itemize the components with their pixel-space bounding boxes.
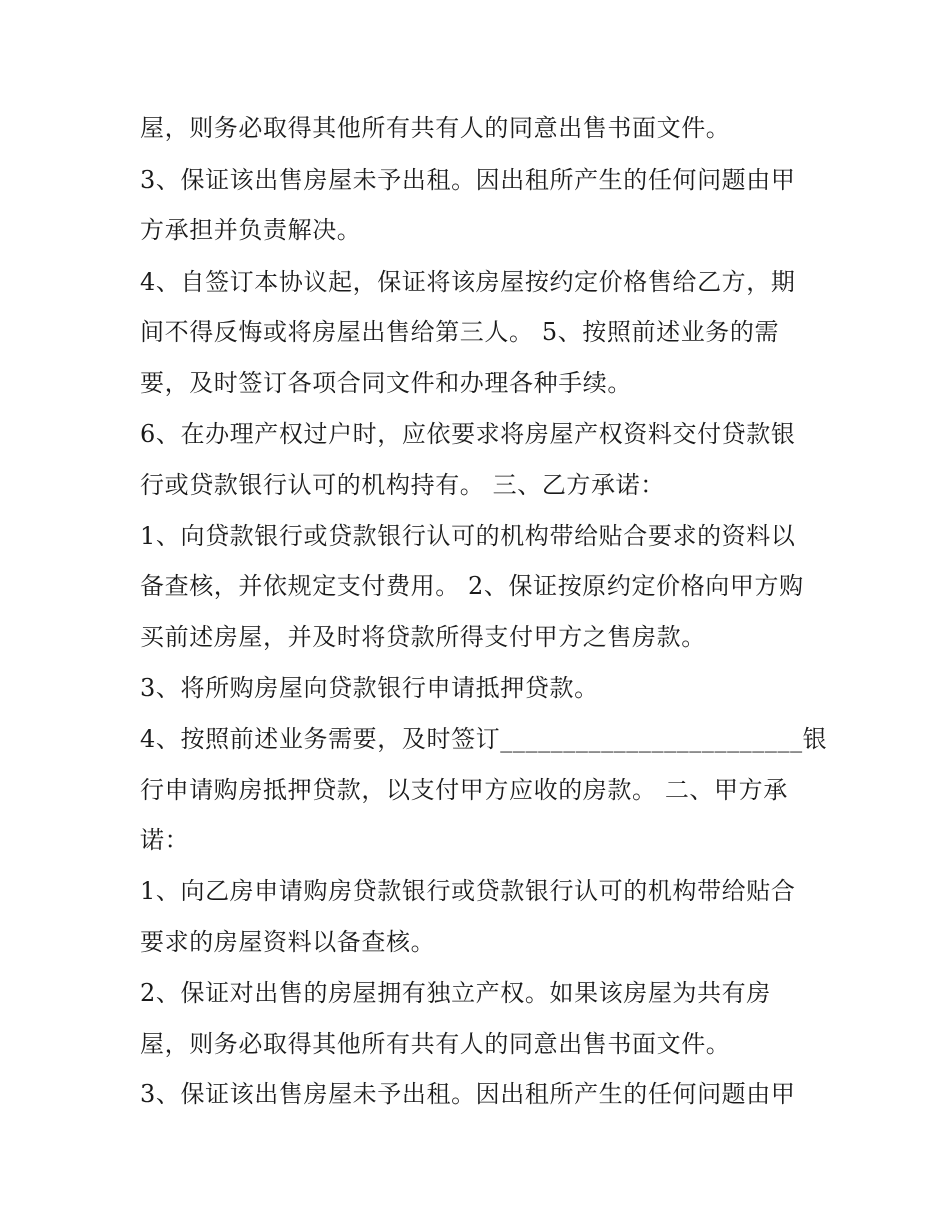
text-line: 行申请购房抵押贷款，以支付甲方应收的房款。 二、甲方承 — [140, 776, 788, 804]
text-line: 3、保证该出售房屋未予出租。因出租所产生的任何问题由甲 — [140, 1080, 796, 1108]
text-line: 4、自签订本协议起，保证将该房屋按约定价格售给乙方，期 — [140, 268, 796, 296]
text-line: 屋，则务必取得其他所有共有人的同意出售书面文件。 — [140, 1030, 731, 1058]
text-line: 买前述房屋，并及时将贷款所得支付甲方之售房款。 — [140, 623, 706, 651]
text-line: 方承担并负责解决。 — [140, 216, 362, 244]
text-line: 3、将所购房屋向贷款银行申请抵押贷款。 — [140, 674, 599, 702]
text-line: 备查核，并依规定支付费用。 2、保证按原约定价格向甲方购 — [140, 572, 804, 600]
text-line: 要，及时签订各项合同文件和办理各种手续。 — [140, 369, 632, 397]
text-line: 行或贷款银行认可的机构持有。 三、乙方承诺： — [140, 471, 665, 499]
text-line: 1、向贷款银行或贷款银行认可的机构带给贴合要求的资料以 — [140, 522, 796, 550]
text-line: 2、保证对出售的房屋拥有独立产权。如果该房屋为共有房 — [140, 979, 771, 1007]
text-line: 6、在办理产权过户时，应依要求将房屋产权资料交付贷款银 — [140, 420, 796, 448]
text-line: 诺： — [140, 826, 190, 854]
text-line: 3、保证该出售房屋未予出租。因出租所产生的任何问题由甲 — [140, 166, 796, 194]
text-line: 4、按照前述业务需要，及时签订________________________银 — [140, 725, 828, 753]
text-line: 要求的房屋资料以备查核。 — [140, 928, 436, 956]
text-line: 间不得反悔或将房屋出售给第三人。 5、按照前述业务的需 — [140, 318, 780, 346]
text-line: 1、向乙房申请购房贷款银行或贷款银行认可的机构带给贴合 — [140, 877, 796, 905]
text-line: 屋，则务必取得其他所有共有人的同意出售书面文件。 — [140, 114, 731, 142]
